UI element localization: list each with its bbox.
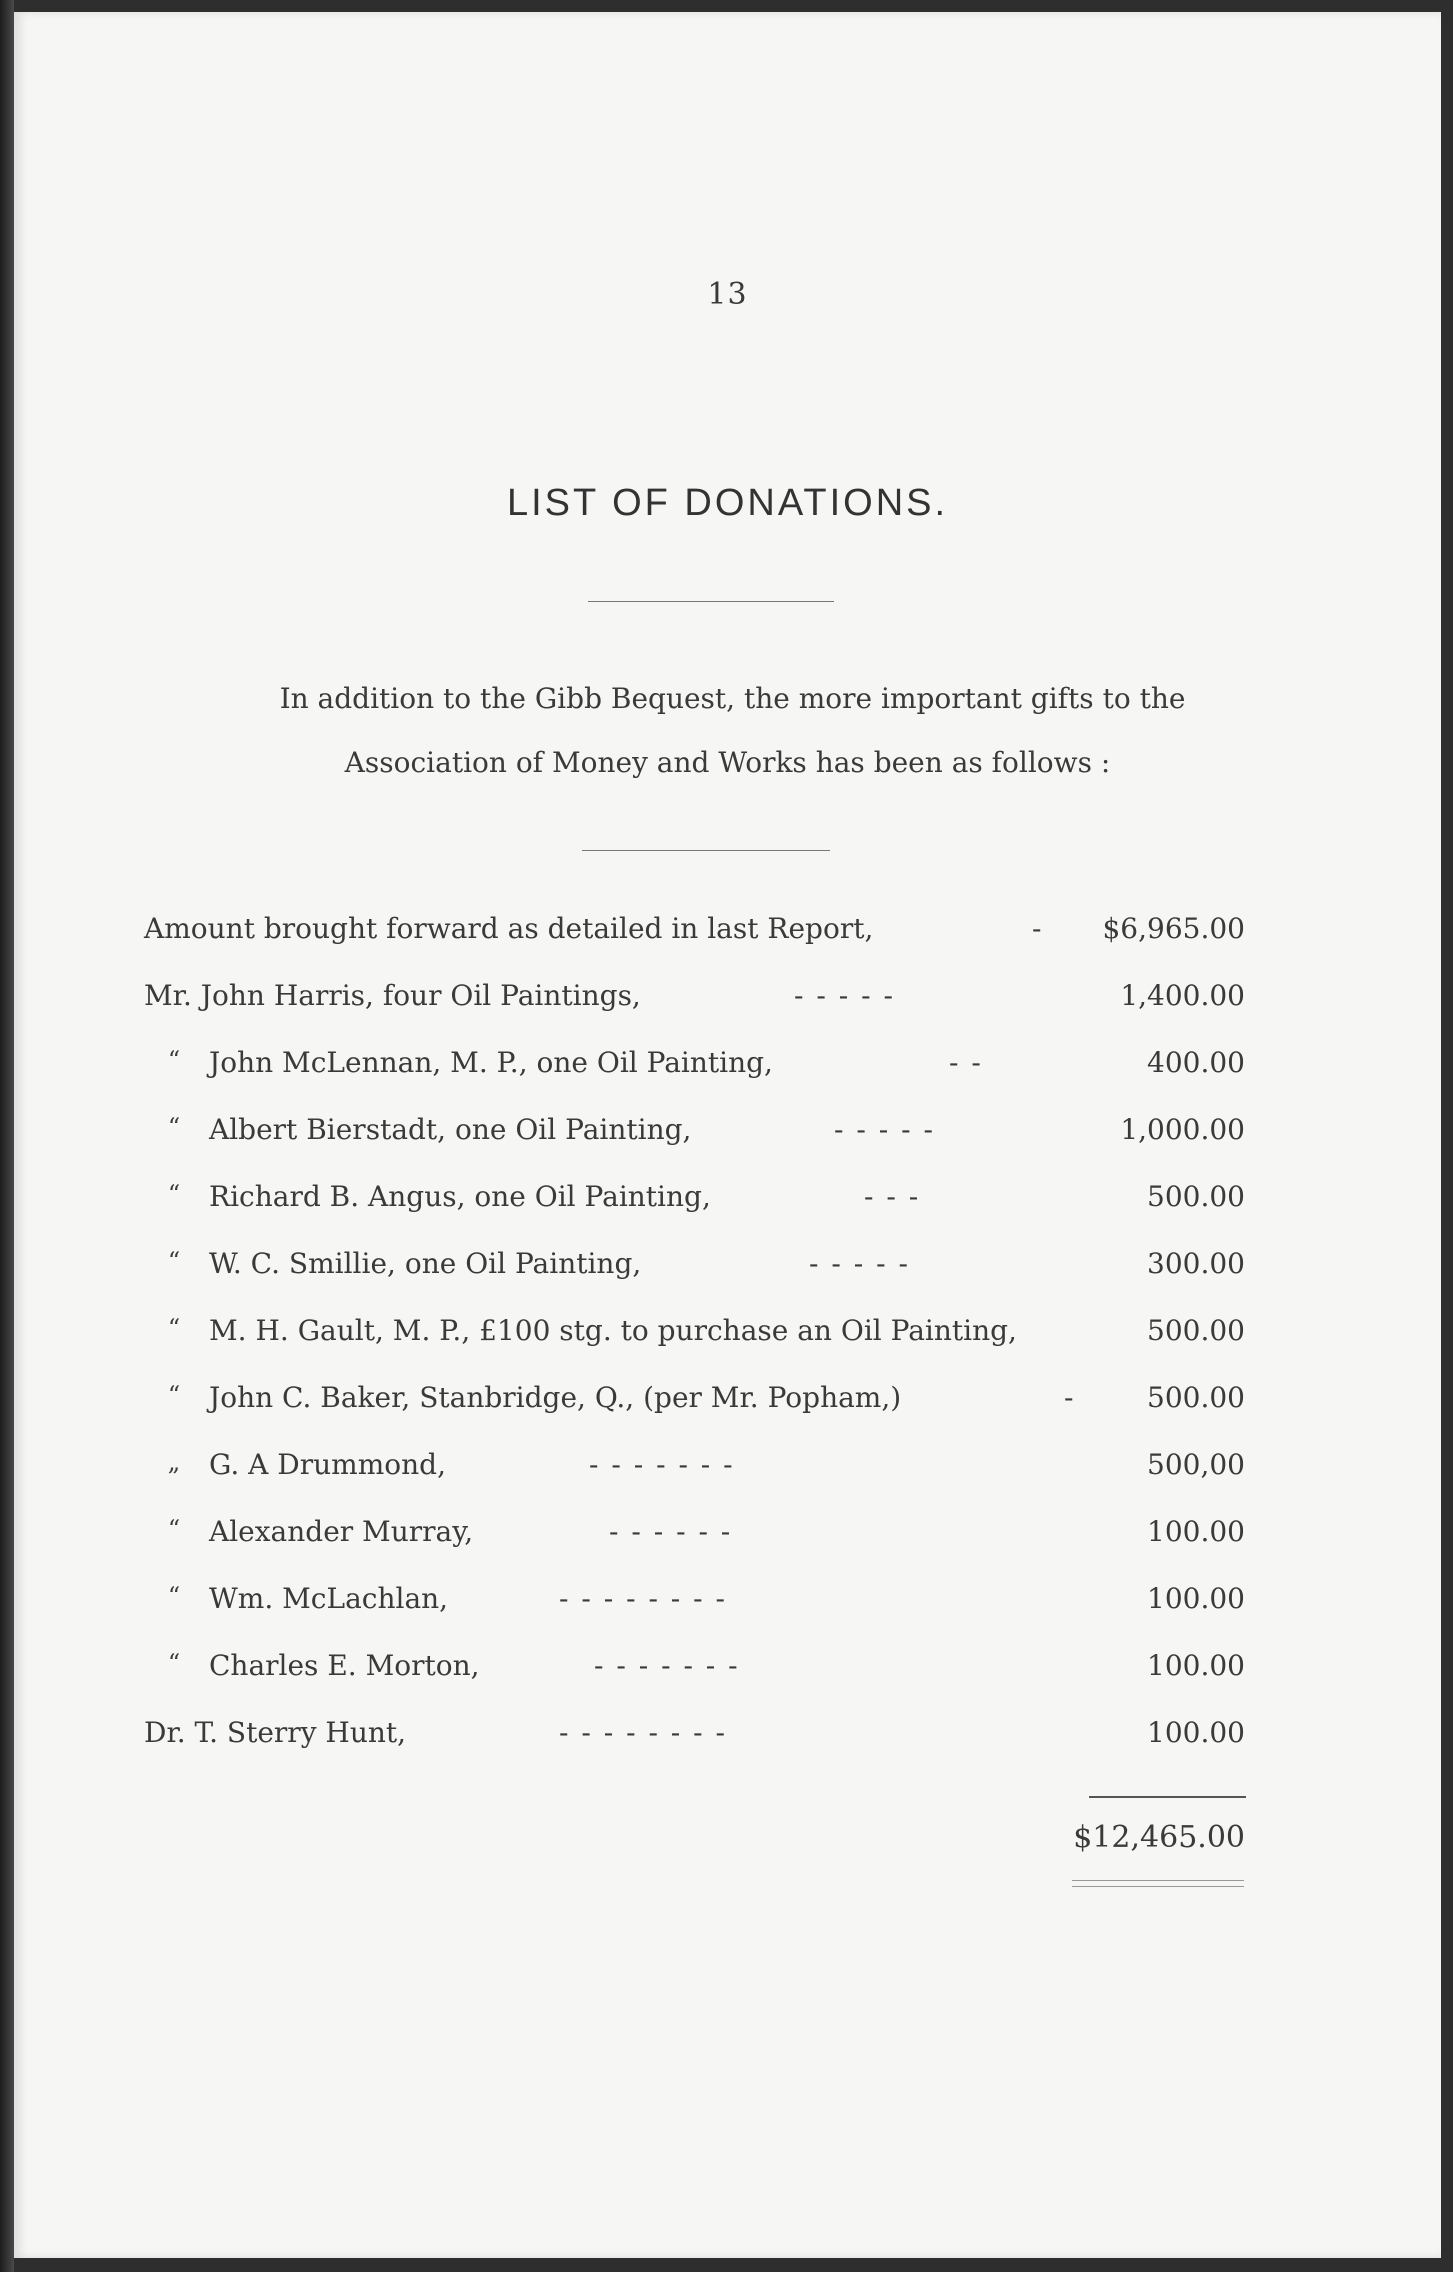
ditto-mark: “ — [167, 1046, 181, 1074]
donor-name: John C. Baker, Stanbridge, Q., (per Mr. Popham,) — [209, 1381, 902, 1414]
donor-name: John McLennan, M. P., one Oil Painting, — [209, 1046, 773, 1079]
intro-line: In addition to the Gibb Bequest, the more important gifts to the — [279, 682, 1186, 715]
divider-rule — [582, 850, 830, 851]
donation-amount: 100.00 — [1147, 1716, 1245, 1749]
donor-name: Charles E. Morton, — [209, 1649, 480, 1682]
donation-row — [14, 1639, 1441, 1706]
dot-leader: - - - - - - - — [594, 1649, 740, 1682]
ditto-mark: “ — [167, 1515, 181, 1543]
ditto-mark: “ — [167, 1381, 181, 1409]
donor-name: G. A Drummond, — [209, 1448, 446, 1481]
dot-leader: - - - - - — [794, 979, 895, 1012]
donor-name: Richard B. Angus, one Oil Painting, — [209, 1180, 711, 1213]
donor-name: Amount brought forward as detailed in last Report, — [144, 912, 874, 945]
donation-amount: 300.00 — [1147, 1247, 1245, 1280]
ditto-mark: “ — [167, 1180, 181, 1208]
donation-row — [14, 1103, 1441, 1170]
donor-name: Dr. T. Sterry Hunt, — [144, 1716, 407, 1749]
donation-amount: 100.00 — [1147, 1582, 1245, 1615]
donation-row — [14, 1438, 1441, 1505]
dot-leader: - - - - - — [809, 1247, 910, 1280]
donation-row — [14, 1706, 1441, 1773]
page-number: 13 — [707, 277, 748, 312]
donor-name: Wm. McLachlan, — [209, 1582, 449, 1615]
ditto-mark: “ — [167, 1113, 181, 1141]
donation-amount: 500.00 — [1147, 1314, 1245, 1347]
donation-amount: 400.00 — [1147, 1046, 1245, 1079]
dot-leader: - - - - - - — [609, 1515, 733, 1548]
donor-name: M. H. Gault, M. P., £100 stg. to purchase an Oil Painting, — [209, 1314, 1017, 1347]
divider-rule — [588, 601, 834, 602]
book-spine — [0, 0, 14, 2272]
donor-name: Albert Bierstadt, one Oil Painting, — [209, 1113, 692, 1146]
donation-row — [14, 1572, 1441, 1639]
ditto-mark: “ — [167, 1582, 181, 1610]
page-title: LIST OF DONATIONS. — [506, 482, 949, 524]
dot-leader: - - - - - - - — [589, 1448, 735, 1481]
donation-amount: 100.00 — [1147, 1515, 1245, 1548]
donation-amount: 1,000.00 — [1120, 1113, 1245, 1146]
dot-leader: - - - - - - - - — [559, 1582, 727, 1615]
intro-paragraph — [14, 667, 1441, 795]
donation-row — [14, 902, 1441, 969]
donation-row — [14, 969, 1441, 1036]
donation-row — [14, 1304, 1441, 1371]
dot-leader: - - — [949, 1046, 983, 1079]
donor-name: Mr. John Harris, four Oil Paintings, — [144, 979, 641, 1012]
donation-row — [14, 1505, 1441, 1572]
dot-leader: - — [1032, 912, 1044, 945]
ditto-mark: “ — [167, 1314, 181, 1342]
dot-leader: - — [1064, 1381, 1076, 1414]
dot-leader: - - - — [864, 1180, 921, 1213]
donations-list — [14, 902, 1441, 1773]
donation-amount: $6,965.00 — [1102, 912, 1245, 945]
sum-rule — [1089, 1796, 1246, 1798]
dot-leader: - - - - - - - - — [559, 1716, 727, 1749]
ditto-mark: “ — [167, 1649, 181, 1677]
document-page — [14, 12, 1441, 2258]
ditto-mark: „ — [167, 1448, 181, 1476]
dot-leader: - - - - - — [834, 1113, 935, 1146]
donor-name: Alexander Murray, — [209, 1515, 474, 1548]
donor-name: W. C. Smillie, one Oil Painting, — [209, 1247, 642, 1280]
donation-amount: 500,00 — [1147, 1448, 1245, 1481]
total-amount: $12,465.00 — [1073, 1820, 1245, 1855]
donation-amount: 500.00 — [1147, 1381, 1245, 1414]
donation-row — [14, 1371, 1441, 1438]
donation-row — [14, 1170, 1441, 1237]
donation-row — [14, 1237, 1441, 1304]
donation-amount: 500.00 — [1147, 1180, 1245, 1213]
donation-amount: 100.00 — [1147, 1649, 1245, 1682]
ditto-mark: “ — [167, 1247, 181, 1275]
donation-amount: 1,400.00 — [1120, 979, 1245, 1012]
intro-line: Association of Money and Works has been as follows : — [344, 746, 1111, 779]
double-underline — [1072, 1880, 1244, 1887]
donation-row — [14, 1036, 1441, 1103]
